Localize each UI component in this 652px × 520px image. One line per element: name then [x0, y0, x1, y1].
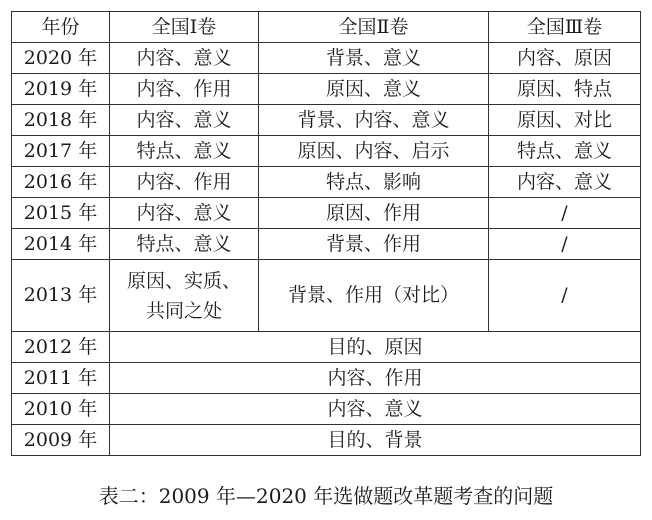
paper-3-cell: / — [489, 260, 641, 332]
table-row — [12, 105, 641, 136]
paper-1-cell-line: 原因、实质、 — [126, 269, 241, 292]
header-year: 年份 — [12, 12, 110, 43]
table-row — [12, 260, 641, 332]
year-cell: 2016 年 — [12, 167, 110, 198]
paper-2-cell: 背景、内容、意义 — [259, 105, 489, 136]
paper-1-cell: 内容、意义 — [110, 105, 259, 136]
paper-1-cell: 内容、意义 — [110, 43, 259, 74]
year-cell: 2015 年 — [12, 198, 110, 229]
merged-cell: 目的、原因 — [110, 332, 641, 363]
year-cell: 2020 年 — [12, 43, 110, 74]
paper-1-cell — [110, 260, 259, 332]
paper-3-cell: 内容、原因 — [489, 43, 641, 74]
header-paper-1: 全国Ⅰ卷 — [110, 12, 259, 43]
paper-2-cell: 原因、内容、启示 — [259, 136, 489, 167]
year-cell: 2013 年 — [12, 260, 110, 332]
table-row-merged — [12, 332, 641, 363]
merged-cell: 内容、意义 — [110, 394, 641, 425]
merged-cell: 内容、作用 — [110, 363, 641, 394]
paper-2-cell: 原因、意义 — [259, 74, 489, 105]
paper-1-cell-line: 共同之处 — [145, 299, 222, 322]
table-row — [12, 74, 641, 105]
paper-3-cell: 原因、特点 — [489, 74, 641, 105]
table-caption: 表二：2009 年—2020 年选做题改革题考查的问题 — [98, 484, 554, 508]
year-cell: 2019 年 — [12, 74, 110, 105]
table-row-merged — [12, 425, 641, 456]
paper-3-cell: / — [489, 198, 641, 229]
table-row — [12, 43, 641, 74]
year-cell: 2012 年 — [12, 332, 110, 363]
merged-cell: 目的、背景 — [110, 425, 641, 456]
table-header-row — [12, 12, 641, 43]
paper-2-cell: 背景、意义 — [259, 43, 489, 74]
year-cell: 2011 年 — [12, 363, 110, 394]
paper-2-cell: 特点、影响 — [259, 167, 489, 198]
paper-1-cell: 特点、意义 — [110, 229, 259, 260]
paper-2-cell: 背景、作用（对比） — [259, 260, 489, 332]
paper-3-cell: 原因、对比 — [489, 105, 641, 136]
paper-1-cell: 内容、作用 — [110, 74, 259, 105]
table-row — [12, 229, 641, 260]
paper-3-cell: 特点、意义 — [489, 136, 641, 167]
paper-3-cell: 内容、意义 — [489, 167, 641, 198]
table-row — [12, 198, 641, 229]
exam-table — [11, 11, 641, 456]
paper-1-cell: 内容、作用 — [110, 167, 259, 198]
header-paper-2: 全国Ⅱ卷 — [259, 12, 489, 43]
year-cell: 2014 年 — [12, 229, 110, 260]
paper-1-cell: 特点、意义 — [110, 136, 259, 167]
paper-2-cell: 原因、作用 — [259, 198, 489, 229]
paper-3-cell: / — [489, 229, 641, 260]
year-cell: 2009 年 — [12, 425, 110, 456]
year-cell: 2017 年 — [12, 136, 110, 167]
year-cell: 2018 年 — [12, 105, 110, 136]
table-row — [12, 136, 641, 167]
table-row-merged — [12, 363, 641, 394]
year-cell: 2010 年 — [12, 394, 110, 425]
paper-2-cell: 背景、作用 — [259, 229, 489, 260]
paper-1-cell: 内容、意义 — [110, 198, 259, 229]
table-row-merged — [12, 394, 641, 425]
header-paper-3: 全国Ⅲ卷 — [489, 12, 641, 43]
table-row — [12, 167, 641, 198]
